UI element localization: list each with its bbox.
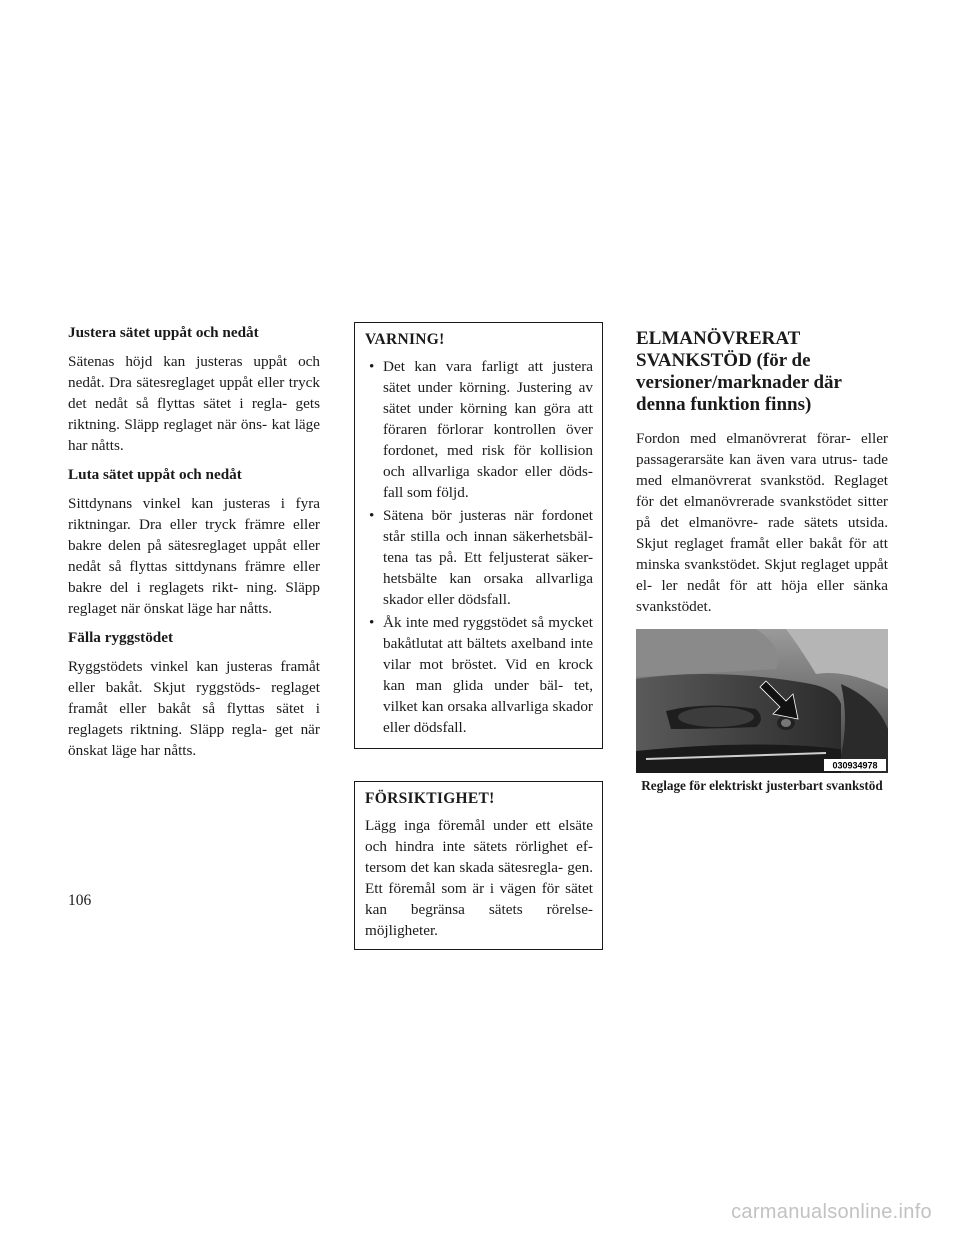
subheading-seat-tilt: Luta sätet uppåt och nedåt (68, 466, 242, 483)
section-heading: ELMANÖVRERAT SVANKSTÖD (för de versioner/marknader där denna funktion finns) (636, 328, 842, 415)
subheading-seat-height: Justera sätet uppåt och nedåt (68, 324, 259, 341)
seat-illustration (636, 629, 888, 773)
warning-list (365, 356, 593, 738)
figure-caption: Reglage för elektriskt justerbart svankstöd (641, 778, 883, 793)
paragraph-seat-tilt: Sittdynans vinkel kan justeras i fyra riktningar. Dra eller tryck främre eller bakre delen på sätesreglaget uppåt eller nedåt så flyttas sittdynans främre eller bakre del i reglagets rikt- ning. Släpp reglaget när önskat läge har nåtts. (68, 495, 320, 617)
left-column (68, 322, 320, 769)
warning-title: VARNING! (365, 331, 445, 348)
paragraph-recline: Ryggstödets vinkel kan justeras framåt eller bakåt. Skjut ryggstöds- reglaget framåt eller bakåt så flyttas sätet i reglagets riktning. Släpp regla- get när önskat läge har nåtts. (68, 658, 320, 759)
warning-item: • Det kan vara farligt att justera sätet under körning. Justering av sätet under körning kan göra att föraren förlorar kontrollen över fordonet, med risk för kollision och allvarliga skador eller döds- fall som följd. (365, 356, 593, 503)
middle-column (354, 322, 603, 950)
caution-text: Lägg inga föremål under ett elsäte och hindra inte sätets rörlighet ef- tersom det kan skada sätesregla- gen. Ett föremål som är i vägen för sätet kan begränsa sätets rörelse- möjligheter. (365, 817, 593, 939)
paragraph-lumbar: Fordon med elmanövrerat förar- eller passagerarsäte kan även vara utrus- tade med elmanövrerat svankstöd. Reglaget för det elmanövrerade svankstödet sitter på det elmanövre- rade sätets utsida. Skjut reglaget framåt eller bakåt för att minska svankstödet. Skjut reglaget uppåt el- ler nedåt för att höja eller sänka svankstödet. (636, 430, 888, 615)
figure-code: 030934978 (832, 760, 878, 771)
caution-box (354, 781, 603, 950)
subheading-recline: Fälla ryggstödet (68, 629, 174, 646)
warning-item: • Åk inte med ryggstödet så mycket bakåtlutat att bältets axelband inte vilar mot bröstet. Vid en krock kan man glida under bäl- tet, vilket kan orsaka allvarliga skador eller dödsfall. (365, 612, 593, 738)
page-number: 106 (68, 892, 92, 909)
watermark: carmanualsonline.info (731, 1201, 932, 1223)
warning-box (354, 322, 603, 749)
paragraph-seat-height: Sätenas höjd kan justeras uppåt och nedåt. Dra sätesreglaget uppåt eller tryck det nedåt så flyttas sätet i regla- gets riktning. Släpp reglaget när öns- kat läge har nåtts. (68, 353, 320, 454)
lumbar-switch-photo (636, 629, 888, 773)
warning-item: • Sätena bör justeras när fordonet står stilla och innan säkerhetsbäl- tena tas på. Ett feljusterat säker- hetsbälte kan orsaka allvarliga skador eller dödsfall. (365, 505, 593, 610)
right-column (636, 322, 888, 794)
caution-title: FÖRSIKTIGHET! (365, 790, 495, 807)
